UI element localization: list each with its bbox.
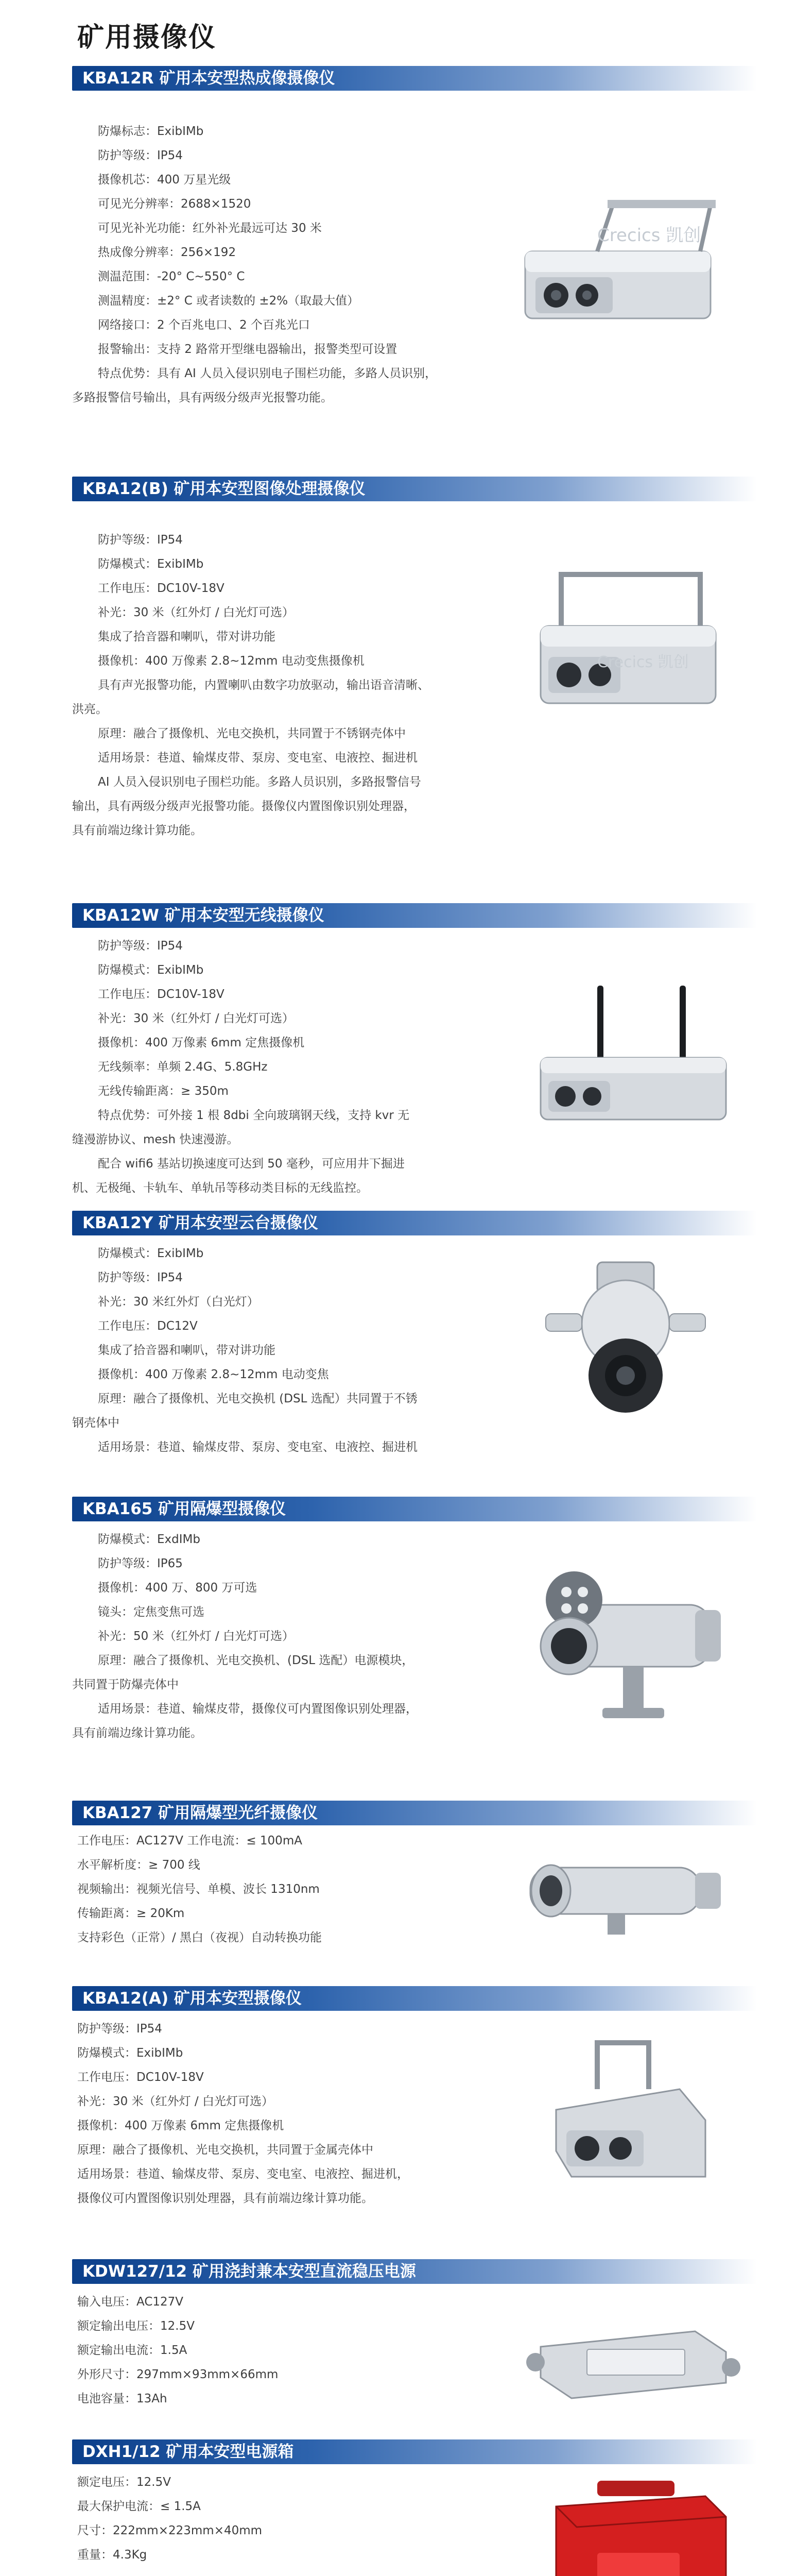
spec-line: 摄像机：400 万像素 6mm 定焦摄像机 <box>98 1036 305 1049</box>
power-box-icon <box>535 2476 731 2576</box>
spec-line: 无线频率：单频 2.4G、5.8GHz <box>98 1060 268 1074</box>
spec-list <box>72 934 410 1200</box>
section-header <box>72 903 757 928</box>
spec-line: 最大保护电流：≤ 1.5A <box>77 2500 201 2513</box>
spec-line: 工作电压：DC10V-18V <box>98 988 224 1001</box>
spec-line: 防护等级：IP65 <box>98 1557 183 1570</box>
spec-line: 钢壳体中 <box>72 1416 119 1430</box>
spec-line: 防护等级：IP54 <box>98 1271 183 1284</box>
section-kba12a <box>72 1986 757 2259</box>
spec-line: 摄像机芯：400 万星光级 <box>98 173 231 187</box>
section-kba127 <box>72 1801 757 1960</box>
spec-line: 集成了拾音器和喇叭，带对讲功能 <box>98 1344 275 1357</box>
spec-line: 重量：4.3Kg <box>77 2548 147 2562</box>
spec-line: 具有前端边缘计算功能。 <box>72 1726 202 1740</box>
spec-line: 摄像仪可内置图像识别处理器，具有前端边缘计算功能。 <box>77 2192 373 2205</box>
spec-line: 测温范围：-20° C~550° C <box>98 270 245 283</box>
spec-line: 工作电压：AC127V 工作电流：≤ 100mA <box>77 1834 302 1848</box>
thermal-camera-icon <box>505 190 741 344</box>
product-image-kdw127 <box>525 2300 741 2414</box>
svg-text:Crecics 凯创: Crecics 凯创 <box>597 225 701 246</box>
spec-line: 特点优势：具有 AI 人员入侵识别电子围栏功能，多路人员识别， <box>98 367 437 380</box>
product-image-kba12y <box>535 1257 721 1422</box>
spec-line: 可见光补光功能：红外补光最远可达 30 米 <box>98 222 322 235</box>
section-header <box>72 66 757 91</box>
spec-line: 多路报警信号输出，具有两级分级声光报警功能。 <box>72 391 333 404</box>
section-kdw127 <box>72 2259 757 2434</box>
product-image-dxh1 <box>535 2476 731 2576</box>
intrinsically-safe-camera-icon <box>535 2032 721 2187</box>
spec-list <box>72 1528 418 1745</box>
spec-line: 原理：融合了摄像机、光电交换机，共同置于不锈钢壳体中 <box>98 727 406 740</box>
spec-line: 工作电压：DC10V-18V <box>98 582 224 595</box>
spec-line: 传输距离：≥ 20Km <box>77 1907 185 1920</box>
spec-line: 防护等级：IP54 <box>98 533 183 547</box>
spec-line: 适用场景：巷道、输煤皮带，摄像仪可内置图像识别处理器， <box>98 1702 418 1716</box>
product-image-kba12r <box>505 190 741 344</box>
section-kba12r <box>72 66 757 427</box>
spec-line: 网络接口：2 个百兆电口、2 个百兆光口 <box>98 318 310 332</box>
spec-line: 原理：融合了摄像机、光电交换机、(DSL 选配）电源模块， <box>98 1654 414 1667</box>
spec-line: 水平解析度：≥ 700 线 <box>77 1858 200 1872</box>
section-header <box>72 1497 757 1521</box>
spec-list <box>77 2470 262 2567</box>
wireless-camera-icon <box>525 980 741 1135</box>
spec-line: 集成了拾音器和喇叭，带对讲功能 <box>98 630 275 643</box>
section-title: KBA12Y 矿用本安型云台摄像仪 <box>82 1214 319 1232</box>
product-image-kba12a <box>535 2032 721 2187</box>
ptz-dome-camera-icon <box>535 1257 721 1422</box>
section-kba12w <box>72 903 757 1202</box>
section-title: KDW127/12 矿用浇封兼本安型直流稳压电源 <box>82 2262 416 2281</box>
spec-line: 视频输出：视频光信号、单模、波长 1310nm <box>77 1883 320 1896</box>
spec-line: 额定输出电流：1.5A <box>77 2344 187 2357</box>
section-kba165 <box>72 1497 757 1795</box>
spec-line: 摄像机：400 万像素 2.8~12mm 电动变焦 <box>98 1368 329 1381</box>
spec-line: 工作电压：DC12V <box>98 1319 198 1333</box>
section-kba12b <box>72 477 757 868</box>
spec-line: 防护等级：IP54 <box>98 149 183 162</box>
spec-line: 适用场景：巷道、输煤皮带、泵房、变电室、电液控、掘进机 <box>98 751 418 765</box>
spec-line: AI 人员入侵识别电子围栏功能。多路人员识别，多路报警信号 <box>98 775 421 789</box>
spec-line: 补光：30 米（红外灯 / 白光灯可选） <box>98 1012 294 1025</box>
spec-line: 补光：50 米（红外灯 / 白光灯可选） <box>98 1630 294 1643</box>
spec-list <box>77 1829 322 1950</box>
product-image-kba12b <box>520 559 736 724</box>
flameproof-camera-icon <box>525 1558 741 1723</box>
spec-line: 适用场景：巷道、输煤皮带、泵房、变电室、电液控、掘进机， <box>77 2167 409 2181</box>
section-title: KBA12(A) 矿用本安型摄像仪 <box>82 1989 302 2008</box>
section-header <box>72 2259 757 2284</box>
spec-line: 输入电压：AC127V <box>77 2295 184 2309</box>
spec-line: 电池容量：13Ah <box>77 2392 167 2405</box>
spec-line: 额定输出电压：12.5V <box>77 2319 195 2333</box>
page-title: 矿用摄像仪 <box>77 22 217 53</box>
section-title: KBA165 矿用隔爆型摄像仪 <box>82 1500 286 1518</box>
spec-line: 报警输出：支持 2 路常开型继电器输出，报警类型可设置 <box>98 343 397 356</box>
spec-line: 具有声光报警功能，内置喇叭由数字功放驱动，输出语音清晰、 <box>98 679 429 692</box>
section-header <box>72 1986 757 2011</box>
spec-line: 支持彩色（正常）/ 黑白（夜视）自动转换功能 <box>77 1931 322 1944</box>
fiber-camera-icon <box>520 1842 736 1945</box>
spec-line: 热成像分辨率：256×192 <box>98 246 236 259</box>
product-image-kba12w <box>525 980 741 1135</box>
spec-list <box>72 1242 418 1460</box>
product-image-kba165 <box>525 1558 741 1723</box>
spec-line: 防爆模式：ExdIMb <box>98 1533 200 1546</box>
spec-line: 配合 wifi6 基站切换速度可达到 50 毫秒，可应用井下掘进 <box>98 1157 405 1171</box>
spec-line: 摄像机：400 万像素 6mm 定焦摄像机 <box>77 2119 284 2132</box>
spec-list <box>77 2017 409 2211</box>
spec-line: 原理：融合了摄像机、光电交换机，共同置于金属壳体中 <box>77 2143 373 2157</box>
spec-line: 尺寸：222mm×223mm×40mm <box>77 2524 263 2537</box>
section-kba12y <box>72 1211 757 1489</box>
section-header <box>72 1801 757 1825</box>
spec-line: 摄像机：400 万像素 2.8~12mm 电动变焦摄像机 <box>98 654 365 668</box>
section-title: KBA127 矿用隔爆型光纤摄像仪 <box>82 1804 318 1822</box>
image-processing-camera-icon <box>520 559 736 724</box>
spec-line: 补光：30 米红外灯（白光灯） <box>98 1295 259 1309</box>
spec-line: 摄像机：400 万、800 万可选 <box>98 1581 257 1595</box>
spec-line: 镜头：定焦变焦可选 <box>98 1605 204 1619</box>
spec-line: 补光：30 米（红外灯 / 白光灯可选） <box>77 2095 273 2108</box>
spec-line: 外形尺寸：297mm×93mm×66mm <box>77 2368 279 2381</box>
dc-power-supply-icon <box>525 2300 741 2414</box>
spec-line: 防爆模式：ExibIMb <box>98 557 204 571</box>
section-title: KBA12R 矿用本安型热成像摄像仪 <box>82 69 335 88</box>
spec-line: 适用场景：巷道、输煤皮带、泵房、变电室、电液控、掘进机 <box>98 1440 418 1454</box>
spec-list <box>72 120 437 410</box>
spec-line: 机、无极绳、卡轨车、单轨吊等移动类目标的无线监控。 <box>72 1181 368 1195</box>
product-image-kba127 <box>520 1842 736 1945</box>
spec-line: 可见光分辨率：2688×1520 <box>98 197 251 211</box>
section-title: KBA12W 矿用本安型无线摄像仪 <box>82 906 324 925</box>
spec-line: 特点优势：可外接 1 根 8dbi 全向玻璃钢天线，支持 kvr 无 <box>98 1109 410 1122</box>
spec-line: 洪亮。 <box>72 703 108 716</box>
spec-line: 工作电压：DC10V-18V <box>77 2071 204 2084</box>
spec-line: 输出，具有两级分级声光报警功能。摄像仪内置图像识别处理器， <box>72 800 416 813</box>
spec-line: 原理：融合了摄像机、光电交换机 (DSL 选配）共同置于不锈 <box>98 1392 418 1405</box>
spec-line: 缝漫游协议、mesh 快速漫游。 <box>72 1133 239 1146</box>
spec-line: 防爆模式：ExibIMb <box>77 2046 183 2060</box>
spec-line: 补光：30 米（红外灯 / 白光灯可选） <box>98 606 294 619</box>
section-header <box>72 1211 757 1235</box>
spec-line: 防护等级：IP54 <box>98 939 183 953</box>
spec-list <box>72 528 429 843</box>
spec-line: 额定电压：12.5V <box>77 2476 171 2489</box>
section-title: DXH1/12 矿用本安型电源箱 <box>82 2443 294 2461</box>
spec-line: 防爆模式：ExibIMb <box>98 963 204 977</box>
section-title: KBA12(B) 矿用本安型图像处理摄像仪 <box>82 480 366 498</box>
section-header <box>72 477 757 501</box>
spec-line: 防爆模式：ExibIMb <box>98 1247 204 1260</box>
section-header <box>72 2439 757 2464</box>
spec-line: 防护等级：IP54 <box>77 2022 162 2036</box>
spec-line: 具有前端边缘计算功能。 <box>72 824 202 837</box>
spec-list <box>77 2290 278 2411</box>
spec-line: 测温精度：±2° C 或者读数的 ±2%（取最大值） <box>98 294 359 308</box>
svg-text:Crecics 凯创: Crecics 凯创 <box>597 653 689 671</box>
spec-line: 共同置于防爆壳体中 <box>72 1678 179 1691</box>
spec-line: 无线传输距离：≥ 350m <box>98 1084 229 1098</box>
section-dxh1 <box>72 2439 757 2576</box>
spec-line: 防爆标志：ExibIMb <box>98 125 204 138</box>
